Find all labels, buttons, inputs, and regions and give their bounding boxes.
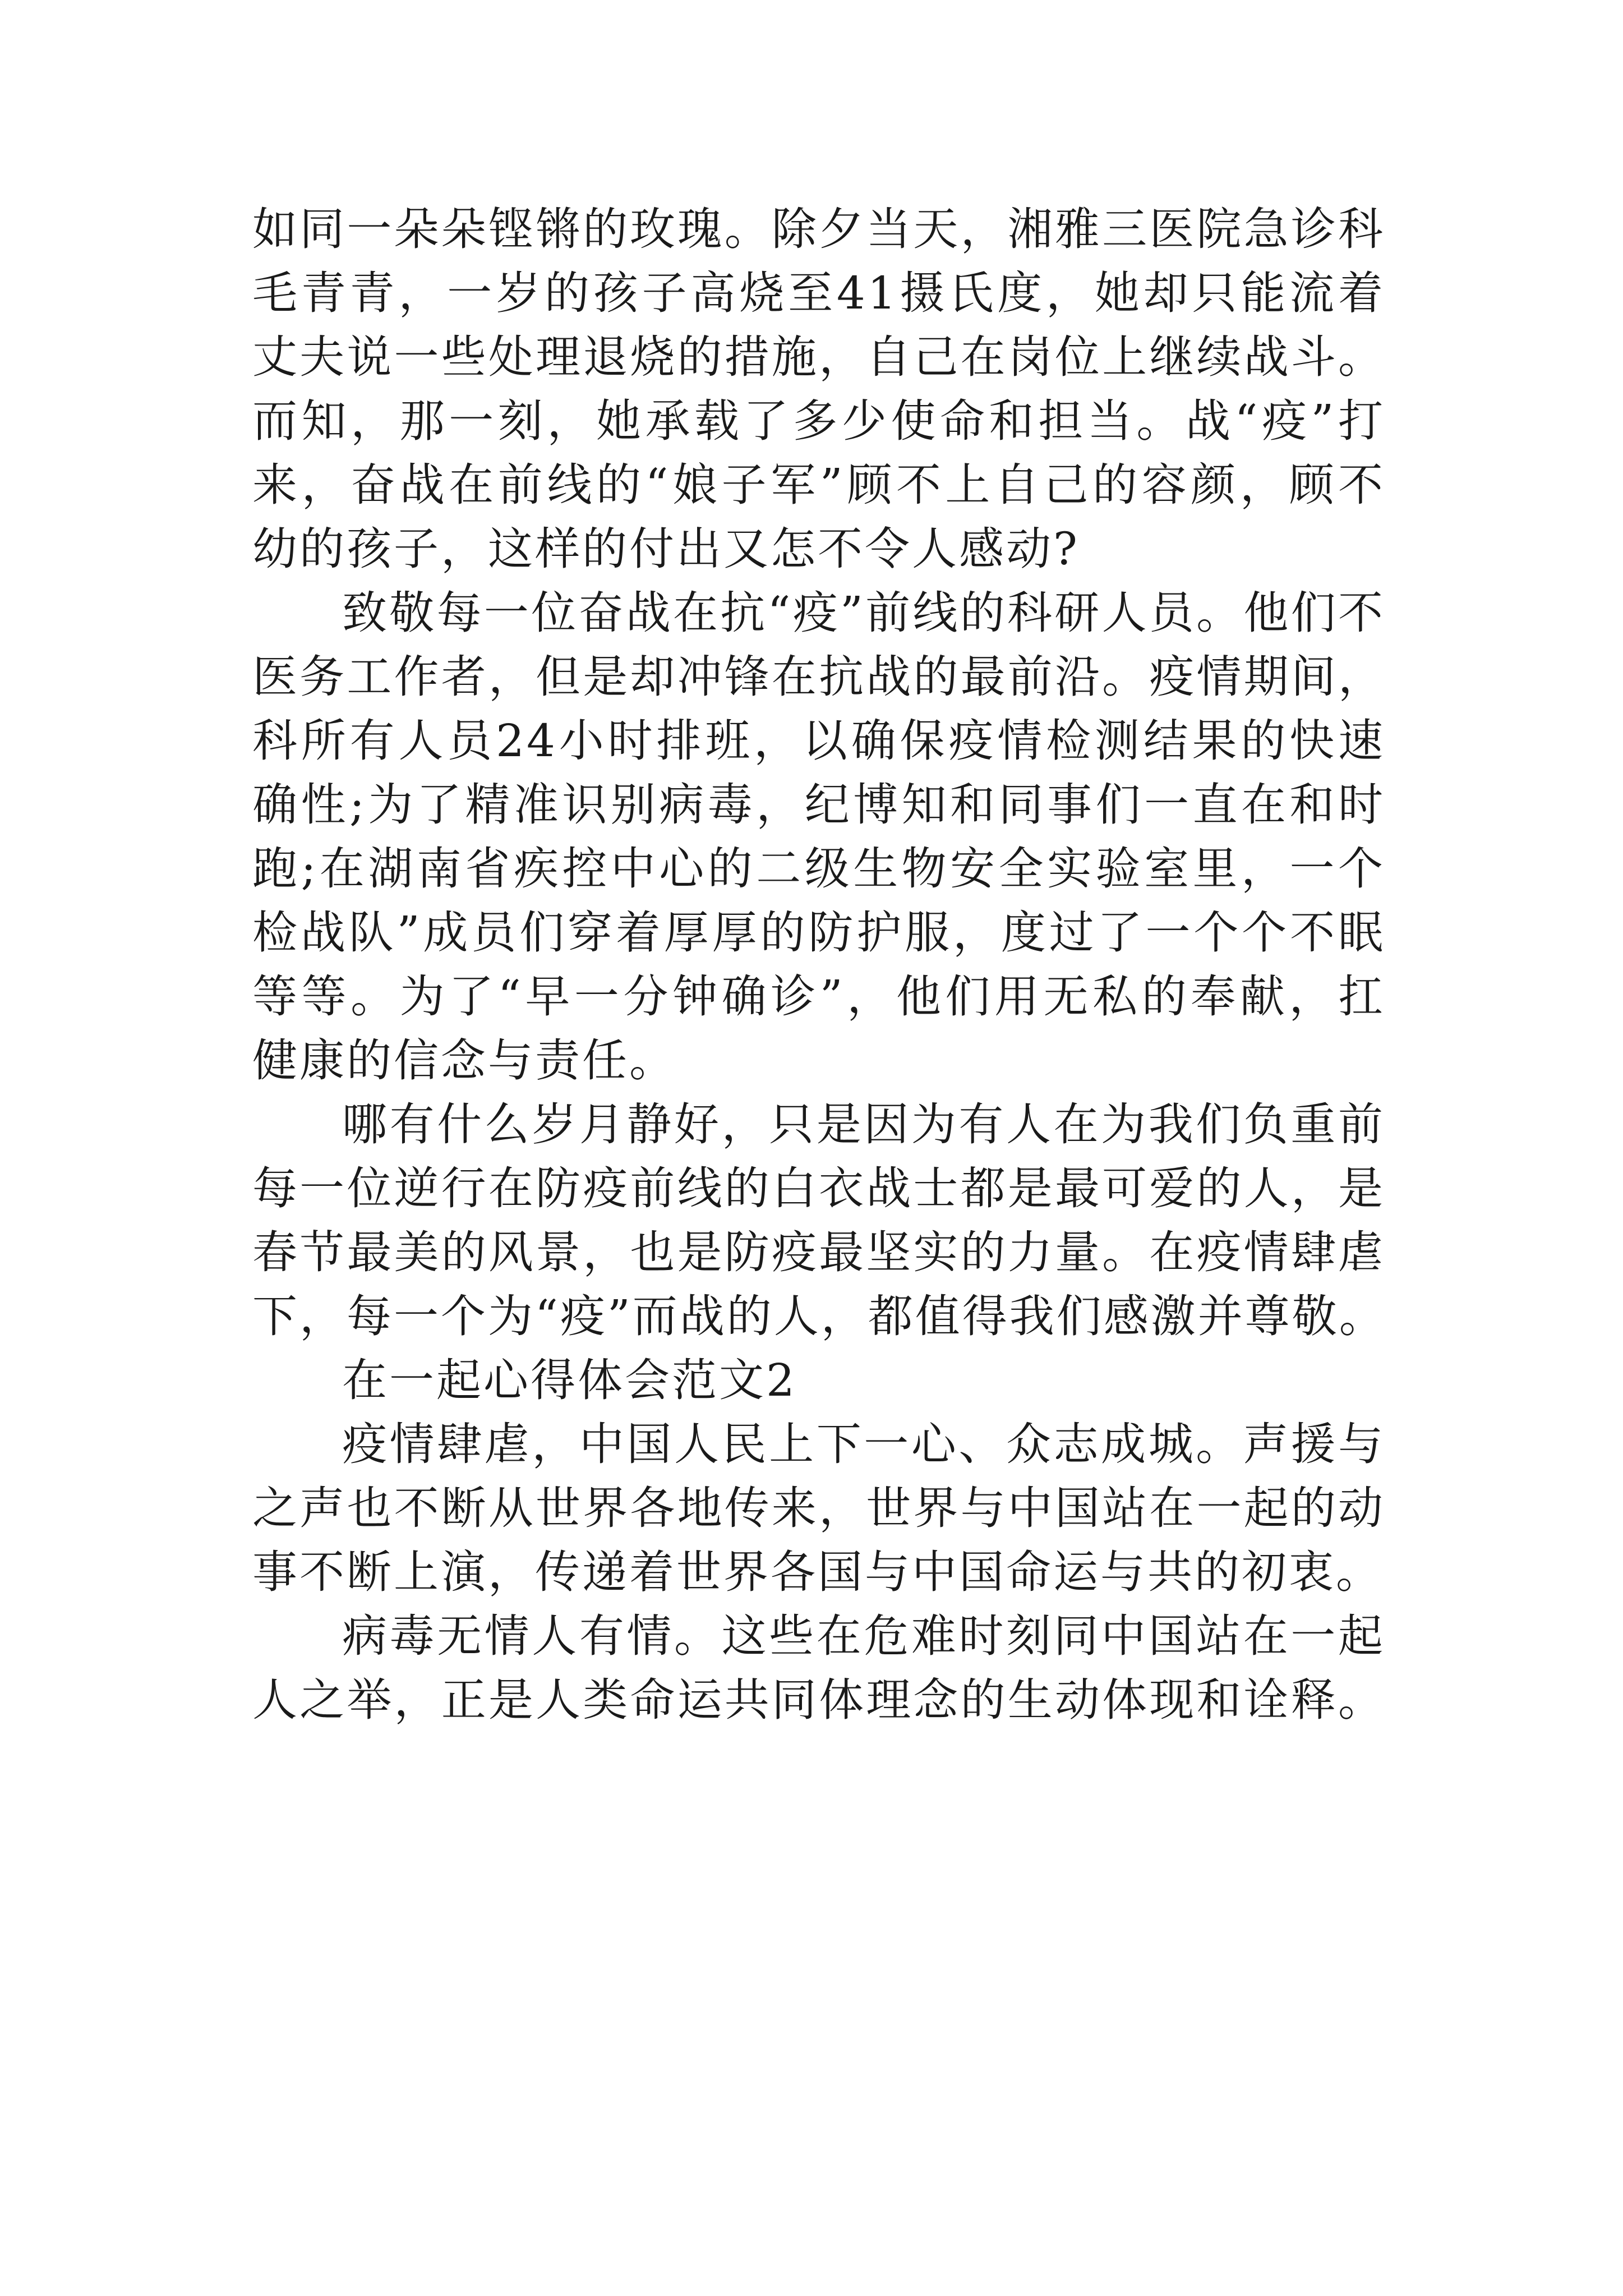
text-line: 等等。为了“早一分钟确诊”，他们用无私的奉献，扛 [252,970,1385,1023]
text-line: 疫情肆虐，中国人民上下一心、众志成城。声援与 [342,1418,1385,1470]
text-line: 如同一朵朵铿锵的玫瑰。除夕当天，湘雅三医院急诊科 [252,203,1385,255]
paragraph-3 [252,1093,1385,1349]
text-line: 哪有什么岁月静好，只是因为有人在为我们负重前 [342,1098,1385,1151]
text-line: 确性;为了精准识别病毒，纪博知和同事们一直在和时 [252,779,1385,831]
text-line: 检战队”成员们穿着厚厚的防护服，度过了一个个不眠 [252,907,1385,959]
text-line: 来，奋战在前线的“娘子军”顾不上自己的容颜，顾不 [252,459,1385,511]
text-line: 而知，那一刻，她承载了多少使命和担当。战“疫”打 [252,395,1385,447]
paragraph-1 [252,197,1385,581]
text-line: 下，每一个为“疫”而战的人，都值得我们感激并尊敬。 [252,1290,1386,1342]
heading-text: 在一起心得体会范文2 [342,1354,797,1406]
text-line: 每一位逆行在防疫前线的白衣战士都是最可爱的人，是 [252,1162,1385,1214]
paragraph-2 [252,581,1385,1093]
text-line: 事不断上演，传递着世界各国与中国命运与共的初衷。 [252,1546,1383,1598]
text-line: 医务工作者，但是却冲锋在抗战的最前沿。疫情期间， [252,651,1385,703]
text-line: 春节最美的风景，也是防疫最坚实的力量。在疫情肆虐 [252,1226,1385,1278]
paragraph-5 [252,1412,1385,1604]
section-heading [252,1349,1385,1412]
text-line: 病毒无情人有情。这些在危难时刻同中国站在一起 [342,1610,1385,1662]
text-line: 致敬每一位奋战在抗“疫”前线的科研人员。他们不 [342,587,1385,639]
text-line: 丈夫说一些处理退烧的措施，自己在岗位上继续战斗。 [252,331,1385,383]
text-line: 健康的信念与责任。 [252,1034,676,1087]
text-line: 幼的孩子，这样的付出又怎不令人感动? [252,523,1080,575]
text-line: 跑;在湖南省疾控中心的二级生物安全实验室里，一个 [252,843,1385,895]
text-line: 之声也不断从世界各地传来，世界与中国站在一起的动 [252,1482,1385,1534]
document-body [252,197,1385,1732]
text-line: 人之举，正是人类命运共同体理念的生动体现和诠释。 [252,1674,1385,1726]
text-line: 毛青青，一岁的孩子高烧至41摄氏度，她却只能流着 [252,267,1385,319]
paragraph-6 [252,1604,1385,1732]
text-line: 科所有人员24小时排班，以确保疫情检测结果的快速 [252,715,1385,767]
